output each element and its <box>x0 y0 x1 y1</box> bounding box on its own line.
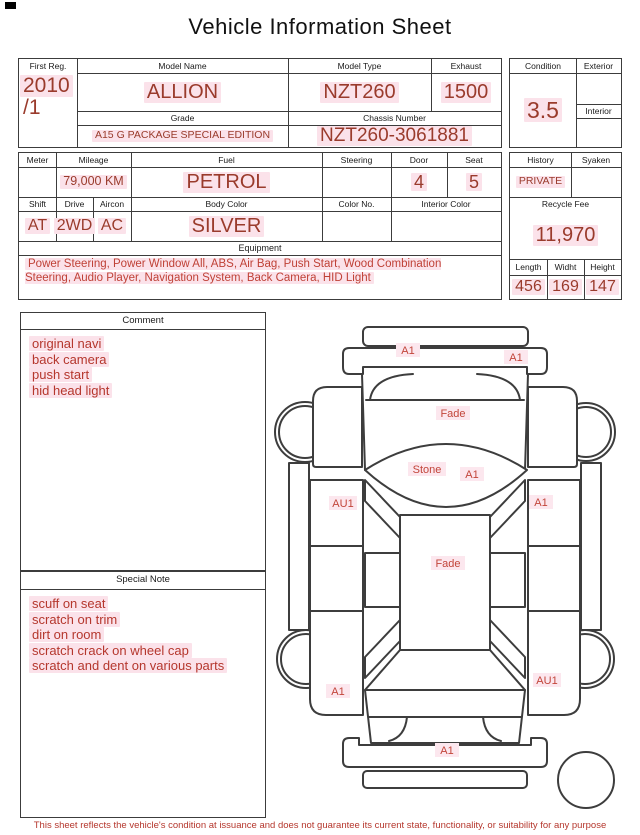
front-left-fender <box>313 387 362 467</box>
door-value: 4 <box>391 167 447 197</box>
model-name-value: ALLION <box>77 73 288 111</box>
hood-left-arch <box>370 374 413 400</box>
recycle-fee-label: Recycle Fee <box>541 198 590 209</box>
first-reg-year: 2010 <box>20 75 73 97</box>
condition-table <box>509 58 622 148</box>
height-value: 147 <box>584 275 621 299</box>
color-no-label: Color No. <box>338 198 375 209</box>
comment-item: original navi <box>29 336 259 352</box>
equipment-label: Equipment <box>238 242 282 253</box>
front-grille-bar <box>363 327 528 346</box>
annotation-roof: Fade <box>435 558 461 570</box>
length-value: 456 <box>510 275 547 299</box>
model-type-value: NZT260 <box>288 73 431 111</box>
exhaust-value: 1500 <box>431 73 501 111</box>
grade-value: A15 G PACKAGE SPECIAL EDITION <box>77 125 288 147</box>
comment-label: Comment <box>122 314 164 326</box>
special-note-item: scratch crack on wheel cap <box>29 643 259 659</box>
annotation-windshield-a1: A1 <box>465 469 479 481</box>
special-note-label: Special Note <box>116 574 170 586</box>
meter-label: Meter <box>26 154 49 165</box>
height-label: Height <box>590 261 615 272</box>
identity-table <box>18 58 502 148</box>
body-color-label: Body Color <box>205 198 248 209</box>
first-reg-value <box>20 75 77 129</box>
spare-tire-icon <box>558 752 614 808</box>
scan-artifact-mark <box>5 2 16 9</box>
annotation-front-right: A1 <box>509 352 523 364</box>
right-sill <box>581 463 601 630</box>
roof <box>400 515 490 650</box>
divider <box>21 589 265 590</box>
condition-label: Condition <box>525 60 561 71</box>
exterior-label: Exterior <box>583 60 614 71</box>
seat-value: 5 <box>447 167 501 197</box>
condition-value: 3.5 <box>510 73 576 147</box>
comment-item: push start <box>29 367 259 383</box>
aircon-value: AC <box>93 211 131 241</box>
comment-box <box>20 312 266 571</box>
width-value: 169 <box>547 275 584 299</box>
annotation-front-bumper: A1 <box>401 345 415 357</box>
mileage-label: Mileage <box>78 154 109 165</box>
model-name-label: Model Name <box>158 60 207 71</box>
length-label: Length <box>515 261 542 272</box>
width-label: Widht <box>554 261 577 272</box>
comment-item: hid head light <box>29 383 259 399</box>
recycle-fee-value: 11,970 <box>510 211 621 259</box>
fuel-label: Fuel <box>218 154 235 165</box>
annotation-left-door: AU1 <box>332 498 354 510</box>
rear-left-quarter-panel <box>310 611 363 715</box>
equipment-value: Power Steering, Power Window All, ABS, Air Bag, Push Start, Wood Combination Steering, Audio Player, Navigation System, Back Camera, HID Light <box>25 258 442 284</box>
left-b-pillar <box>365 553 400 607</box>
divider <box>21 329 265 330</box>
page-title: Vehicle Information Sheet <box>188 14 452 39</box>
car-diagram <box>270 315 630 815</box>
special-note-item: scratch on trim <box>29 612 259 628</box>
divider <box>576 118 621 119</box>
special-note-box <box>20 571 266 818</box>
rear-window <box>365 650 525 690</box>
front-right-fender <box>528 387 577 467</box>
spec-table <box>18 152 502 300</box>
annotation-rear-bumper: A1 <box>440 745 454 757</box>
drive-value: 2WD <box>56 211 93 241</box>
chassis-number-value: NZT260-3061881 <box>288 125 501 147</box>
seat-label: Seat <box>465 154 483 165</box>
right-b-pillar <box>490 553 525 607</box>
shift-label: Shift <box>28 198 46 209</box>
steering-label: Steering <box>340 154 373 165</box>
drive-label: Drive <box>64 198 85 209</box>
grade-label: Grade <box>170 112 195 123</box>
mileage-value: 79,000 KM <box>56 167 131 197</box>
history-value: PRIVATE <box>510 167 571 197</box>
hood-right-arch <box>477 374 520 400</box>
model-type-label: Model Type <box>337 60 382 71</box>
divider <box>19 255 501 256</box>
shift-value: AT <box>19 211 56 241</box>
left-sill <box>289 463 309 630</box>
syaken-label: Syaken <box>581 154 611 165</box>
special-note-list <box>29 596 259 674</box>
history-label: History <box>527 154 554 165</box>
annotation-rear-left: A1 <box>331 686 345 698</box>
disclaimer-text: This sheet reflects the vehicle's condition at issuance and does not guarantee its current state, functionality, or suitability for any purpose <box>33 820 607 831</box>
annotation-right-door: A1 <box>534 497 548 509</box>
spec-right-table <box>509 152 622 300</box>
special-note-item: scratch and dent on various parts <box>29 658 259 674</box>
interior-label: Interior <box>585 105 612 116</box>
first-reg-label: First Reg. <box>29 60 67 71</box>
interior-color-label: Interior Color <box>421 198 471 209</box>
special-note-item: scuff on seat <box>29 596 259 612</box>
body-color-value: SILVER <box>131 211 322 241</box>
rear-right-quarter-panel <box>528 611 580 715</box>
fuel-value: PETROL <box>131 167 322 197</box>
rear-lower-bar <box>363 771 527 788</box>
annotation-windshield-stone: Stone <box>412 464 442 476</box>
aircon-label: Aircon <box>99 198 125 209</box>
exhaust-label: Exhaust <box>450 60 482 71</box>
chassis-number-label: Chassis Number <box>363 112 426 123</box>
door-label: Door <box>409 154 429 165</box>
comment-list <box>29 336 259 398</box>
annotation-rear-right: AU1 <box>536 675 558 687</box>
comment-item: back camera <box>29 352 259 368</box>
annotation-hood: Fade <box>440 408 466 420</box>
first-reg-month: /1 <box>23 96 41 120</box>
special-note-item: dirt on room <box>29 627 259 643</box>
